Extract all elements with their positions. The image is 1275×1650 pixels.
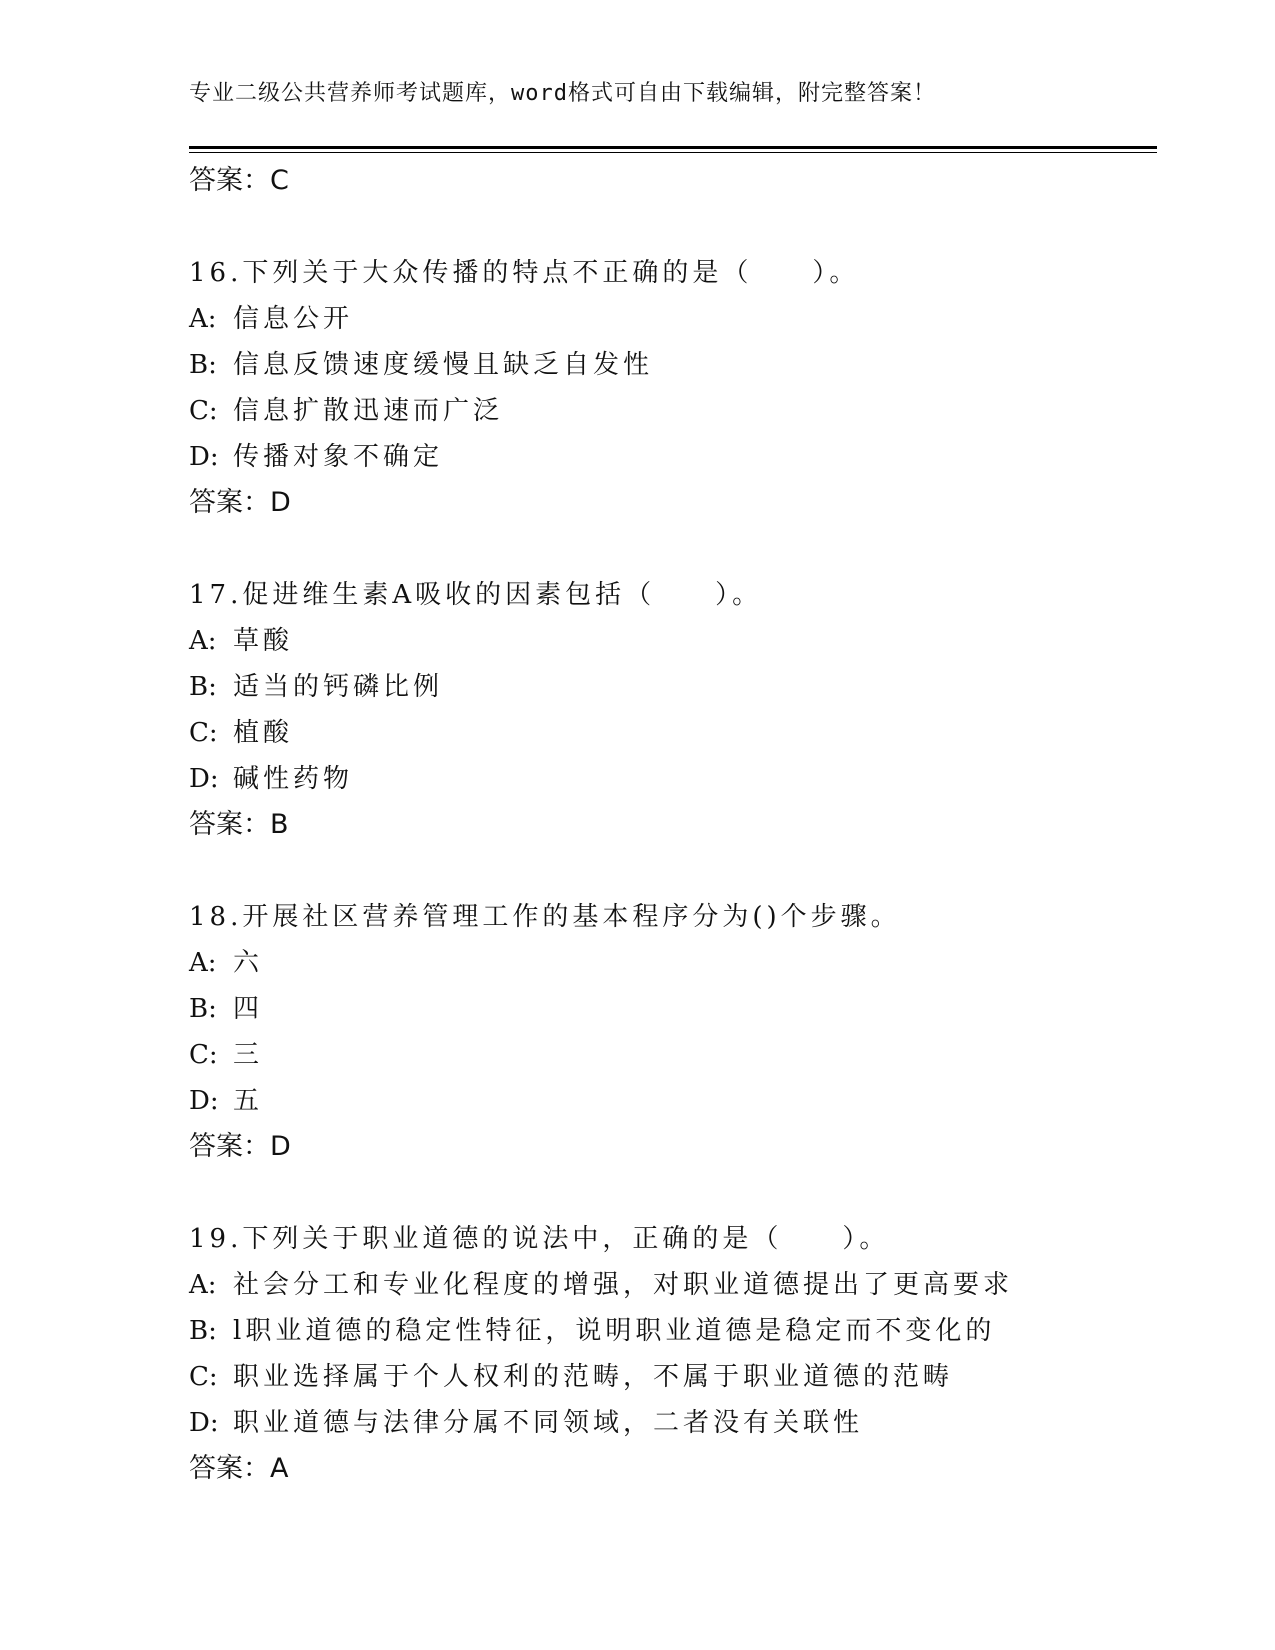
question-stem: 18.开展社区营养管理工作的基本程序分为()个步骤。 bbox=[189, 902, 901, 932]
option-a bbox=[189, 618, 1157, 664]
option-a bbox=[189, 1262, 1157, 1308]
answer-line: 答案：D bbox=[189, 487, 291, 518]
option-text: 六 bbox=[233, 948, 264, 978]
option-key: B: bbox=[189, 672, 217, 702]
option-text: 职业选择属于个人权利的范畴，不属于职业道德的范畴 bbox=[233, 1362, 954, 1392]
question-stem: 16.下列关于大众传播的特点不正确的是（ ）。 bbox=[189, 258, 860, 288]
option-text: 五 bbox=[233, 1086, 264, 1116]
option-c bbox=[189, 710, 1157, 756]
question-stem: 19.下列关于职业道德的说法中，正确的是（ ）。 bbox=[189, 1224, 890, 1254]
header-rule-thin bbox=[189, 152, 1157, 153]
option-text: 碱性药物 bbox=[233, 764, 354, 794]
option-key: B: bbox=[189, 350, 217, 380]
option-text: 社会分工和专业化程度的增强，对职业道德提出了更高要求 bbox=[233, 1270, 1014, 1300]
option-text: 信息反馈速度缓慢且缺乏自发性 bbox=[233, 350, 654, 380]
option-key: B: bbox=[189, 994, 217, 1024]
option-b bbox=[189, 1308, 1157, 1354]
option-b bbox=[189, 342, 1157, 388]
question-18 bbox=[189, 894, 1157, 1170]
answer-line: 答案：C bbox=[189, 165, 289, 196]
option-key: A: bbox=[189, 626, 217, 656]
option-key: A: bbox=[189, 948, 217, 978]
option-key: D: bbox=[189, 442, 219, 472]
option-key: C: bbox=[189, 396, 218, 426]
option-text: 草酸 bbox=[233, 626, 294, 656]
option-text: 适当的钙磷比例 bbox=[233, 672, 444, 702]
option-text: l职业道德的稳定性特征，说明职业道德是稳定而不变化的 bbox=[233, 1316, 996, 1346]
option-key: D: bbox=[189, 1408, 219, 1438]
option-d bbox=[189, 1400, 1157, 1446]
option-key: D: bbox=[189, 764, 219, 794]
option-c bbox=[189, 388, 1157, 434]
option-text: 植酸 bbox=[233, 718, 294, 748]
option-key: A: bbox=[189, 1270, 217, 1300]
option-c bbox=[189, 1354, 1157, 1400]
answer-line: 答案：A bbox=[189, 1453, 289, 1484]
answer-line: 答案：D bbox=[189, 1131, 291, 1162]
option-b bbox=[189, 986, 1157, 1032]
option-text: 信息扩散迅速而广泛 bbox=[233, 396, 504, 426]
option-text: 三 bbox=[233, 1040, 264, 1070]
option-key: B: bbox=[189, 1316, 217, 1346]
question-19 bbox=[189, 1216, 1157, 1492]
option-a bbox=[189, 296, 1157, 342]
option-key: C: bbox=[189, 1362, 218, 1392]
answer-line: 答案：B bbox=[189, 809, 289, 840]
page-header: 专业二级公共营养师考试题库，word格式可自由下载编辑，附完整答案！ bbox=[189, 81, 936, 106]
option-key: C: bbox=[189, 718, 218, 748]
option-c bbox=[189, 1032, 1157, 1078]
option-b bbox=[189, 664, 1157, 710]
option-text: 传播对象不确定 bbox=[233, 442, 444, 472]
question-16 bbox=[189, 250, 1157, 526]
document-body bbox=[189, 158, 1157, 1492]
option-d bbox=[189, 756, 1157, 802]
option-key: C: bbox=[189, 1040, 218, 1070]
option-d bbox=[189, 434, 1157, 480]
header-rule-thick bbox=[189, 146, 1157, 149]
option-a bbox=[189, 940, 1157, 986]
question-stem: 17.促进维生素A吸收的因素包括（ ）。 bbox=[189, 580, 763, 610]
option-text: 四 bbox=[233, 994, 264, 1024]
option-key: D: bbox=[189, 1086, 219, 1116]
question-17 bbox=[189, 572, 1157, 848]
option-text: 职业道德与法律分属不同领域，二者没有关联性 bbox=[233, 1408, 864, 1438]
option-key: A: bbox=[189, 304, 217, 334]
option-d bbox=[189, 1078, 1157, 1124]
option-text: 信息公开 bbox=[233, 304, 354, 334]
